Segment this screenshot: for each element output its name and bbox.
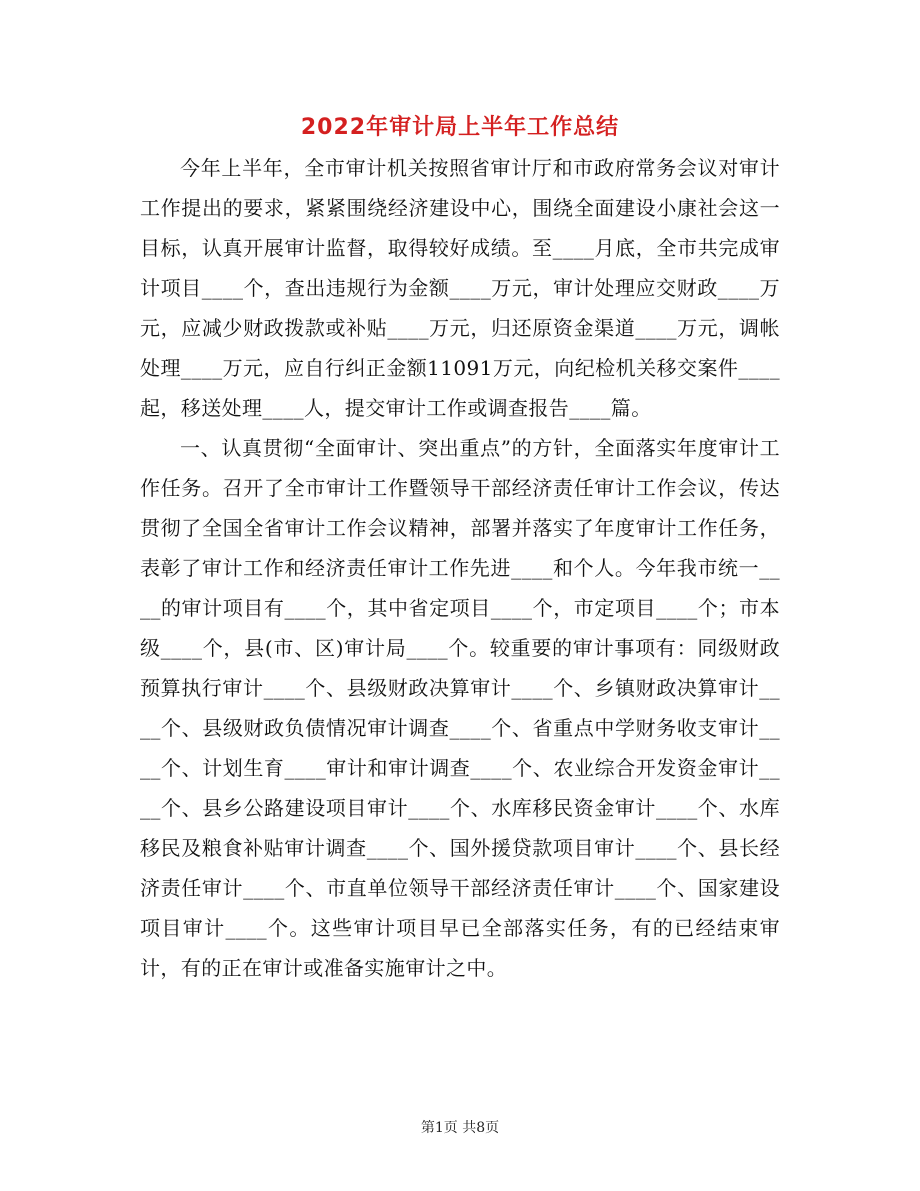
document-title: 2022年审计局上半年工作总结: [300, 115, 620, 140]
paragraph-intro: 今年上半年，全市审计机关按照省审计厅和市政府常务会议对审计工作提出的要求，紧紧围绕经济建设中心，围绕全面建设小康社会这一目标，认真开展审计监督，取得较好成绩。至____月底，全市共完成审计项目____个，查出违规行为金额____万元，审计处理应交财政____万元，应减少财政拨款或补贴____万元，归还原资金渠道____万元，调帐处理____万元，应自行纠正金额11091万元，向纪检机关移交案件____起，移送处理____人，提交审计工作或调查报告____篇。: [140, 156, 780, 420]
paragraph-section-one: 一、认真贯彻“全面审计、突出重点”的方针，全面落实年度审计工作任务。召开了全市审计工作暨领导干部经济责任审计工作会议，传达贯彻了全国全省审计工作会议精神，部署并落实了年度审计工作任务，表彰了审计工作和经济责任审计工作先进____和个人。今年我市统一____的审计项目有____个，其中省定项目____个，市定项目____个；市本级____个，县(市、区)审计局____个。较重要的审计事项有：同级财政预算执行审计____个、县级财政决算审计____个、乡镇财政决算审计____个、县级财政负债情况审计调查____个、省重点中学财务收支审计____个、计划生育____审计和审计调查____个、农业综合开发资金审计____个、县乡公路建设项目审计____个、水库移民资金审计____个、水库移民及粮食补贴审计调查____个、国外援贷款项目审计____个、县长经济责任审计____个、市直单位领导干部经济责任审计____个、国家建设项目审计____个。这些审计项目早已全部落实任务，有的已经结束审计，有的正在审计或准备实施审计之中。: [140, 436, 780, 980]
page-footer: 第1页 共8页: [420, 1120, 500, 1136]
document-body: [140, 148, 780, 988]
